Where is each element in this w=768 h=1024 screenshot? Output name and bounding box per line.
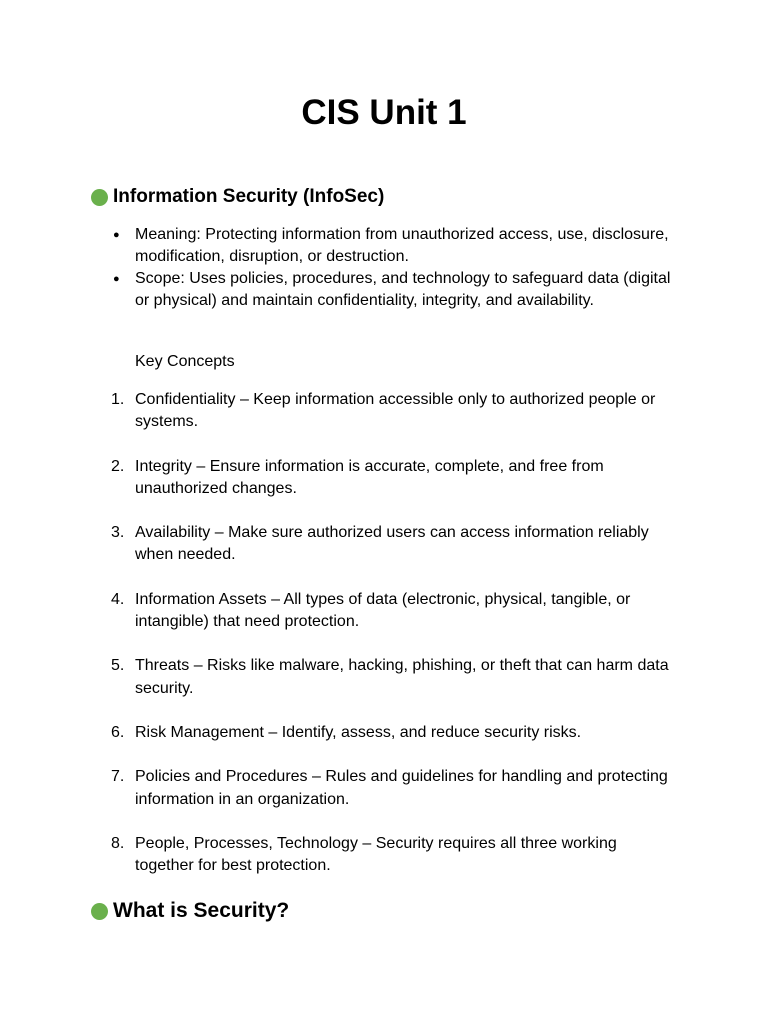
list-item — [111, 655, 676, 700]
list-number: 2. — [111, 457, 125, 475]
list-item — [111, 766, 676, 811]
list-item — [111, 456, 676, 501]
green-circle-icon — [91, 189, 108, 206]
section-heading-label: Information Security (InfoSec) — [113, 186, 385, 207]
list-item-text: Integrity – Ensure information is accurate, complete, and free from unauthorized changes. — [135, 457, 604, 497]
list-item-text: Risk Management – Identify, assess, and reduce security risks. — [135, 723, 582, 741]
list-item-text: Information Assets – All types of data (electronic, physical, tangible, or intangible) that need protection. — [135, 590, 631, 631]
key-concepts-list — [111, 389, 676, 899]
list-item — [111, 522, 676, 567]
list-number: 4. — [111, 590, 125, 608]
list-item — [111, 833, 676, 878]
list-item-text: Confidentiality – Keep information accessible only to authorized people or systems. — [135, 391, 656, 431]
list-number: 5. — [111, 657, 125, 675]
green-circle-icon — [91, 903, 108, 920]
list-number: 1. — [111, 391, 125, 408]
list-number: 3. — [111, 524, 125, 542]
list-number: 6. — [111, 723, 125, 741]
list-item — [111, 589, 676, 634]
section-heading-label: What is Security? — [113, 899, 290, 922]
section-heading-infosec — [91, 182, 384, 212]
list-item-text: Policies and Procedures – Rules and guidelines for handling and protecting information in an organization. — [135, 768, 668, 808]
list-number: 7. — [111, 768, 125, 786]
list-number: 8. — [111, 834, 125, 852]
list-item-text: Threats – Risks like malware, hacking, phishing, or theft that can harm data security. — [135, 657, 669, 697]
list-item: ● Scope: Uses policies, procedures, and technology to safeguard data (digital or physical) and maintain confidentiality, integrity, and availability. — [111, 268, 671, 312]
section-heading-what-is-security — [91, 896, 289, 926]
list-item-text: Availability – Make sure authorized users can access information reliably when needed. — [135, 524, 649, 564]
key-concepts-label: Key Concepts — [135, 353, 235, 370]
page-title: CIS Unit 1 — [301, 93, 467, 132]
list-item: ● Meaning: Protecting information from unauthorized access, use, disclosure, modification, disruption, or destruction. — [111, 224, 671, 268]
list-item — [111, 389, 676, 434]
infosec-bullet-list — [111, 224, 671, 312]
list-item — [111, 722, 676, 744]
list-item-text: People, Processes, Technology – Security requires all three working together for best protection. — [135, 834, 617, 875]
